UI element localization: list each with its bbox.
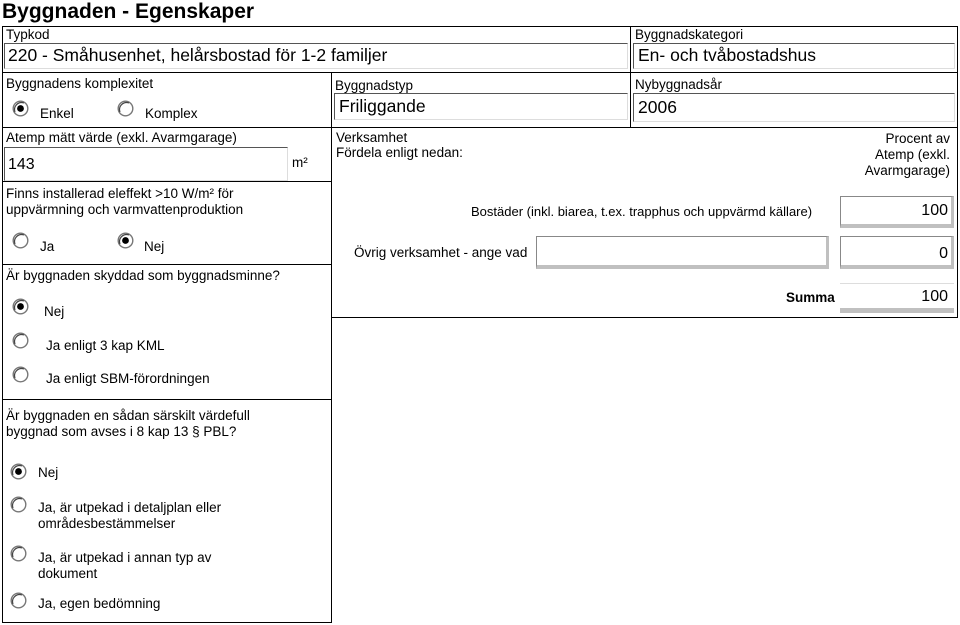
percent-header-line3: Avarmgarage) (864, 163, 950, 178)
nybyggnadsar-value: 2006 (638, 97, 677, 117)
byggnadskategori-value: En- och tvåbostadshus (638, 45, 817, 65)
radio-byggnadsminne-nej-label: Nej (44, 304, 65, 319)
atemp-field[interactable] (4, 147, 288, 181)
ovrig-value: 0 (939, 245, 948, 262)
radio-eleffekt-ja-label: Ja (40, 239, 55, 254)
radio-vardefull-egen-label: Ja, egen bedömning (38, 596, 161, 611)
divider-atemp (2, 181, 332, 182)
atemp-label: Atemp mätt värde (exkl. Avarmgarage) (6, 130, 237, 145)
ovrig-label: Övrig verksamhet - ange vad (354, 245, 528, 260)
ovrig-text-field[interactable] (536, 236, 829, 269)
page-title: Byggnaden - Egenskaper (2, 0, 255, 23)
radio-vardefull-egen[interactable] (10, 592, 27, 609)
radio-komplex-label: Komplex (145, 106, 198, 121)
vardefull-label-line2: byggnad som avses i 8 kap 13 § PBL? (6, 424, 237, 439)
percent-header-line2: Atemp (exkl. (874, 147, 950, 162)
radio-vardefull-nej[interactable] (10, 463, 27, 480)
bostader-value: 100 (921, 202, 948, 219)
radio-eleffekt-ja[interactable] (12, 232, 29, 249)
eleffekt-label-line2: uppvärmning och varmvattenproduktion (6, 202, 244, 217)
byggnadstyp-value: Friliggande (339, 96, 426, 116)
radio-enkel[interactable] (12, 100, 29, 117)
radio-byggnadsminne-kml[interactable] (12, 332, 29, 349)
byggnadstyp-label: Byggnadstyp (335, 78, 414, 93)
eleffekt-label-line1: Finns installerad eleffekt >10 W/m² för (6, 186, 234, 201)
radio-vardefull-detaljplan-label-line1: Ja, är utpekad i detaljplan eller (38, 500, 222, 515)
radio-byggnadsminne-kml-label: Ja enligt 3 kap KML (46, 338, 165, 353)
percent-header-line1: Procent av (885, 131, 950, 146)
radio-vardefull-annan-label-line1: Ja, är utpekad i annan typ av (38, 550, 212, 565)
atemp-value: 143 (8, 156, 35, 173)
typkod-value: 220 - Småhusenhet, helårsbostad för 1-2 familjer (8, 45, 388, 65)
radio-enkel-label: Enkel (40, 106, 74, 121)
atemp-unit: m² (292, 155, 308, 170)
radio-byggnadsminne-nej[interactable] (12, 298, 29, 315)
radio-vardefull-detaljplan-label-line2: områdesbestämmelser (38, 516, 176, 531)
divider-byggnadsminne (2, 399, 332, 400)
typkod-label: Typkod (6, 27, 50, 42)
radio-vardefull-nej-label: Nej (38, 465, 59, 480)
radio-byggnadsminne-sbm-label: Ja enligt SBM-förordningen (46, 371, 210, 386)
radio-komplex[interactable] (117, 100, 134, 117)
vardefull-label-line1: Är byggnaden en sådan särskilt värdefull (6, 408, 250, 423)
summa-value: 100 (921, 288, 948, 305)
radio-eleffekt-nej[interactable] (117, 232, 134, 249)
radio-vardefull-annan-label-line2: dokument (38, 566, 98, 581)
nybyggnadsar-field[interactable] (633, 93, 955, 122)
ovrig-value-field[interactable] (840, 236, 954, 269)
radio-eleffekt-nej-label: Nej (144, 239, 165, 254)
verksamhet-label: Verksamhet (336, 130, 408, 145)
nybyggnadsar-label: Nybyggnadsår (635, 77, 723, 92)
radio-vardefull-annan[interactable] (10, 545, 27, 562)
summa-label: Summa (786, 290, 835, 305)
radio-byggnadsminne-sbm[interactable] (12, 366, 29, 383)
komplexitet-label: Byggnadens komplexitet (6, 76, 154, 91)
byggnadsminne-label: Är byggnaden skyddad som byggnadsminne? (6, 268, 280, 283)
byggnadskategori-label: Byggnadskategori (635, 27, 744, 42)
divider-eleffekt (2, 264, 332, 265)
verksamhet-sublabel: Fördela enligt nedan: (336, 145, 463, 160)
bostader-label: Bostäder (inkl. biarea, t.ex. trapphus och uppvärmd källare) (471, 204, 813, 219)
radio-vardefull-detaljplan[interactable] (10, 496, 27, 513)
